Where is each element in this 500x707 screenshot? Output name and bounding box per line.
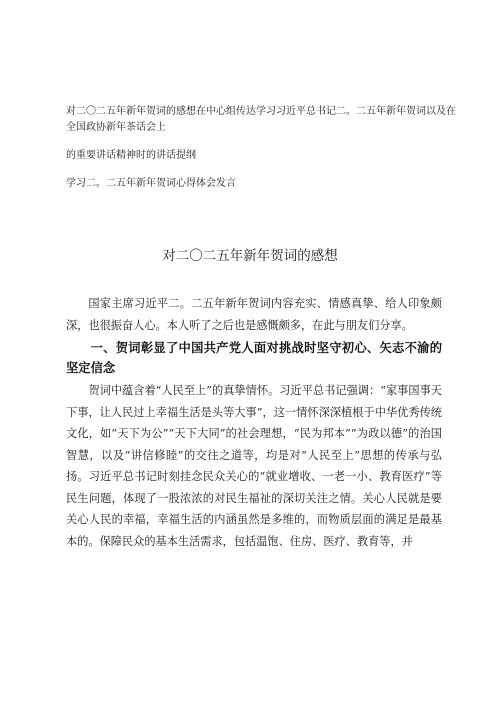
toc-item-2[interactable]: 的重要讲话精神时的讲话提纲 xyxy=(66,150,196,161)
document-body xyxy=(66,293,442,552)
section-1-heading: 一、贺词彰显了中国共产党人面对挑战时坚守初心、矢志不渝的坚定信念 xyxy=(66,341,442,375)
document-title: 对二〇二五年新年贺词的感想 xyxy=(162,248,338,264)
toc-item-3[interactable]: 学习二。二五年新年贺词心得体会发言 xyxy=(66,178,236,189)
table-of-contents xyxy=(66,104,456,192)
intro-paragraph: 国家主席习近平二。二五年新年贺词内容充实、情感真挚、给人印象颇深，也很振奋人心。本人听了之后也是感慨颇多，在此与朋友们分享。 xyxy=(66,297,442,332)
toc-item-1[interactable]: 对二〇二五年新年贺词的感想在中心组传达学习习近平总书记二。二五年新年贺词以及在全国政协新年茶话会上 xyxy=(66,106,456,133)
section-1-paragraph: 贺词中蕴含着“人民至上”的真挚情怀。习近平总书记强调：“家事国事天下事，让人民过上幸福生活是头等大事”，这一情怀深深植根于中华优秀传统文化，如“天下为公”“天下大同”的社会理想，“民为邦本”“为政以德”的治国智慧，以及“讲信修睦”的交往之道等，均是对“人民至上”思想的传承与弘扬。习近平总书记时刻挂念民众关心的“就业增收、一老一小、教育医疗”等民生问题，体现了一股浓浓的对民生福祉的深切关注之情。关心人民就是要关心人民的幸福，幸福生活的内涵虽然是多维的，而物质层面的满足是最基本的。保障民众的基本生活需求，包括温饱、住房、医疗、教育等，并 xyxy=(66,384,442,548)
